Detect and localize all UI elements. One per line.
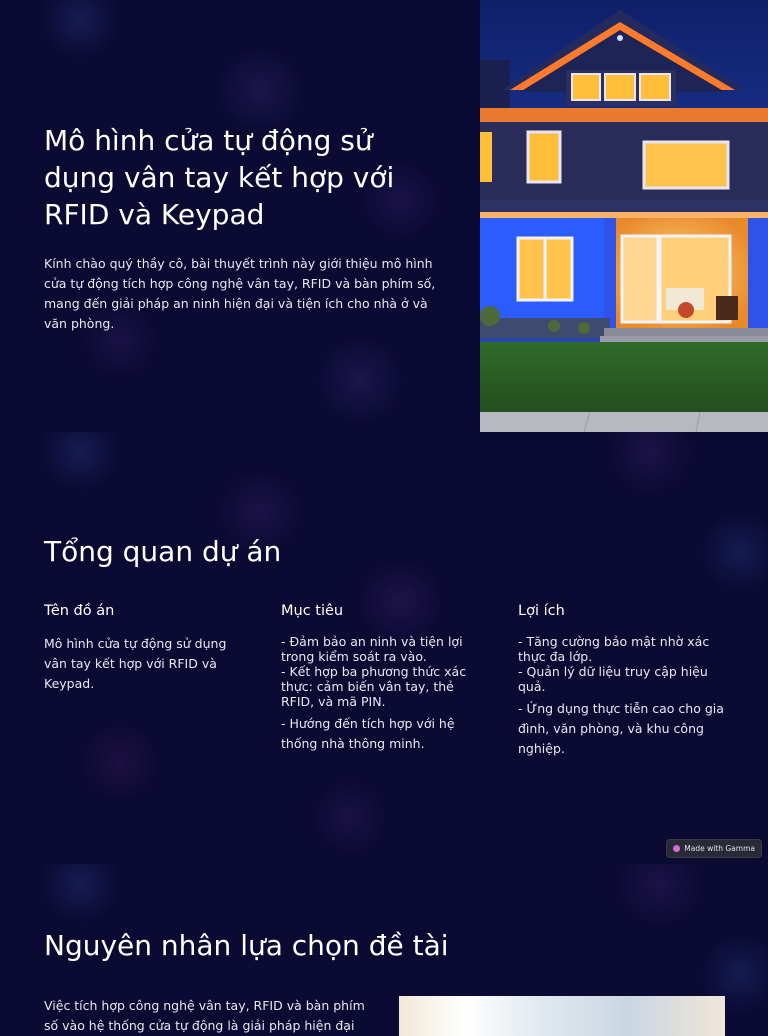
house-photo (480, 0, 768, 432)
objective-line: - Đảm bảo an ninh và tiện lợi trong kiểm soát ra vào. (281, 634, 463, 664)
section-title: Tổng quan dự án (44, 535, 282, 568)
slide-title: Mô hình cửa tự động sử dụng vân tay kết hợp với RFID và Keypad (44, 124, 395, 231)
benefit-line: - Ứng dụng thực tiễn cao cho gia đình, văn phòng, và khu công nghiệp. (518, 701, 724, 756)
gamma-logo-icon (673, 845, 680, 852)
objective-line: - Hướng đến tích hợp với hệ thống nhà thông minh. (281, 716, 455, 751)
badge-label: Made with Gamma (684, 844, 755, 853)
objective-column (281, 602, 471, 754)
title-slide (0, 0, 768, 432)
section-title: Nguyên nhân lựa chọn đề tài (44, 929, 449, 962)
column-heading: Lợi ích (518, 603, 565, 619)
benefit-line: - Quản lý dữ liệu truy cập hiệu quả. (518, 664, 708, 694)
intro-paragraph: Kính chào quý thầy cô, bài thuyết trình này giới thiệu mô hình cửa tự động tích hợp công nghệ vân tay, RFID và bàn phím số, mang đến giải pháp an ninh hiện đại và tiện ích cho nhà ở và văn phòng. (44, 256, 436, 331)
column-heading: Mục tiêu (281, 603, 344, 619)
column-heading: Tên đồ án (44, 603, 115, 619)
overview-slide (0, 432, 768, 864)
reason-slide (0, 864, 768, 1033)
benefit-column (518, 602, 728, 759)
made-with-gamma-badge[interactable] (666, 839, 762, 858)
objective-line: - Kết hợp ba phương thức xác thực: cảm biến vân tay, thẻ RFID, và mã PIN. (281, 664, 467, 709)
reason-paragraph: Việc tích hợp công nghệ vân tay, RFID và bàn phím số vào hệ thống cửa tự động là giải pháp hiện đại (44, 998, 365, 1033)
column-text: Mô hình cửa tự động sử dụng vân tay kết hợp với RFID và Keypad. (44, 636, 227, 691)
benefit-line: - Tăng cường bảo mật nhờ xác thực đa lớp. (518, 634, 710, 664)
room-photo (399, 996, 725, 1036)
project-name-column (44, 602, 234, 694)
